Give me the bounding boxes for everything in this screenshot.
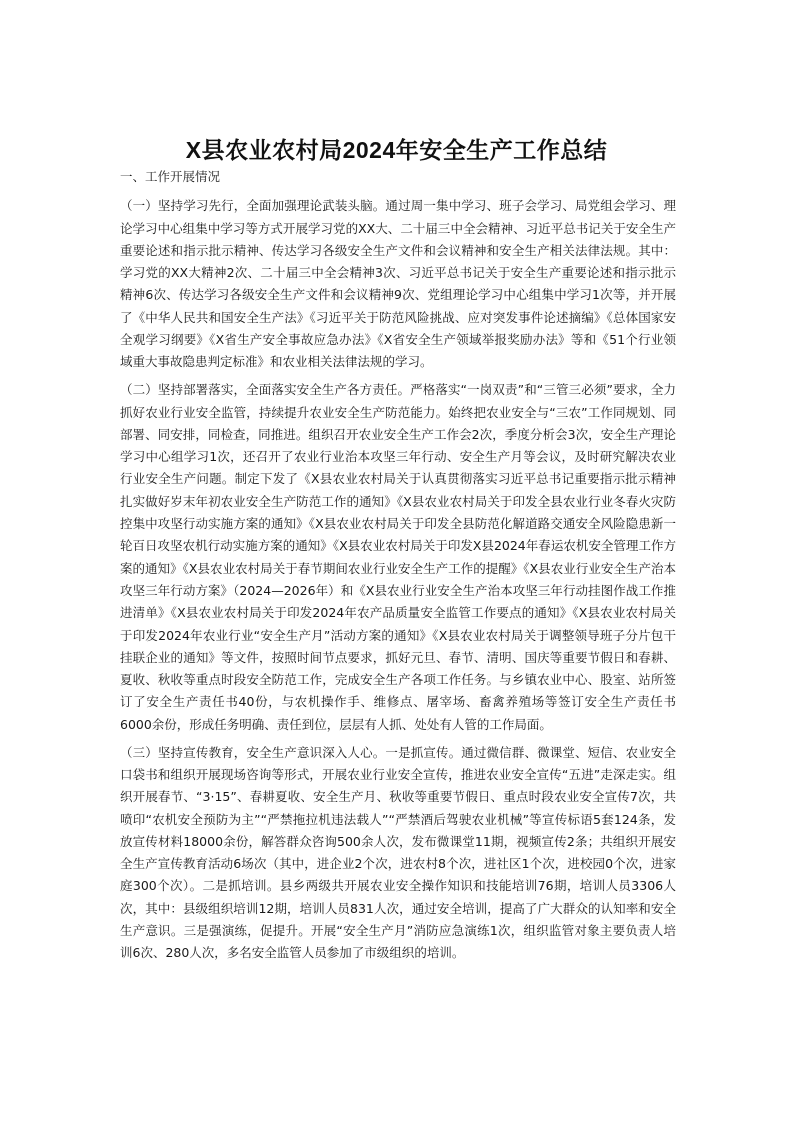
paragraph-responsibility: （二）坚持部署落实，全面落实安全生产各方责任。严格落实“一岗双责”和“三管三必须”要求，全力抓好农业行业安全监管，持续提升农业安全生产防范能力。始终把农业安全与“三农”工作同规划、同部署、同安排，同检查，同推进。组织召开农业安全生产工作会2次，季度分析会3次，安全生产理论学习中心组学习1次，还召开了农业行业治本攻坚三年行动、安全生产月等会议，及时研究解决农业行业安全生产问题。制定下发了《X县农业农村局关于认真贯彻落实习近平总书记重要指示批示精神扎实做好岁末年初农业安全生产防范工作的通知》《X县农业农村局关于印发全县农业行业冬春火灾防控集中攻坚行动实施方案的通知》《X县农业农村局关于印发全县防范化解道路交通安全风险隐患新一轮百日攻坚农机行动实施方案的通知》《X县农业农村局关于印发X县2024年春运农机安全管理工作方案的通知》《X县农业农村局关于春节期间农业行业安全生产工作的提醒》《X县农业行业安全生产治本攻坚三年行动方案》（2024—2026年）和《X县农业行业安全生产治本攻坚三年行动挂图作战工作推进清单》《X县农业农村局关于印发2024年农产品质量安全监管工作要点的通知》《X县农业农村局关于印发2024年农业行业“安全生产月”活动方案的通知》《X县农业农村局关于调整领导班子分片包干挂联企业的通知》等文件，按照时间节点要求，抓好元旦、春节、清明、国庆等重要节假日和春耕、夏收、秋收等重点时段安全防范工作，完成安全生产各项工作任务。与乡镇农业中心、股室、站所签订了安全生产责任书40份，与农机操作手、维修点、屠宰场、畜禽养殖场等签订安全生产责任书6000余份，形成任务明确、责任到位，层层有人抓、处处有人管的工作局面。 xyxy=(120,382,676,732)
paragraph-publicity: （三）坚持宣传教育，安全生产意识深入人心。一是抓宣传。通过微信群、微课堂、短信、农业安全口袋书和组织开展现场咨询等形式，开展农业行业安全宣传，推进农业安全宣传“五进”走深走实。组织开展春节、“3·15”、春耕夏收、安全生产月、秋收等重要节假日、重点时段农业安全宣传7次，共喷印“农机安全预防为主”“严禁拖拉机违法载人”“严禁酒后驾驶农业机械”等宣传标语5套124条，发放宣传材料18000余份，解答群众咨询500余人次，发布微课堂11期，视频宣传2条；共组织开展安全生产宣传教育活动6场次（其中，进企业2个次，进农村8个次，进社区1个次，进校园0个次，进家庭300个次）。二是抓培训。县乡两级共开展农业安全操作知识和技能培训76期，培训人员3306人次，其中：县级组织培训12期，培训人员831人次，通过安全培训，提高了广大群众的认知率和安全生产意识。三是强演练，促提升。开展“安全生产月”消防应急演练1次，组织监管对象主要负责人培训6次、280人次，多名安全监管人员参加了市级组织的培训。 xyxy=(120,744,676,961)
section-heading: 一、工作开展情况 xyxy=(120,169,221,184)
page-title: X县农业农村局2024年安全生产工作总结 xyxy=(185,137,608,164)
paragraph-study: （一）坚持学习先行，全面加强理论武装头脑。通过周一集中学习、班子会学习、局党组会学习、理论学习中心组集中学习等方式开展学习党的XX大、二十届三中全会精神、习近平总书记关于安全生产重要论述和指示批示精神、传达学习各级安全生产文件和会议精神和安全生产相关法律法规。其中：学习党的XX大精神2次、二十届三中全会精神3次、习近平总书记关于安全生产重要论述和指示批示精神6次、传达学习各级安全生产文件和会议精神9次、党组理论学习中心组集中学习1次等，并开展了《中华人民共和国安全生产法》《习近平关于防范风险挑战、应对突发事件论述摘编》《总体国家安全观学习纲要》《X省生产安全事故应急办法》《X省安全生产领域举报奖励办法》等和《51个行业领域重大事故隐患判定标准》和农业相关法律法规的学习。 xyxy=(120,198,676,370)
document-body xyxy=(120,166,676,970)
